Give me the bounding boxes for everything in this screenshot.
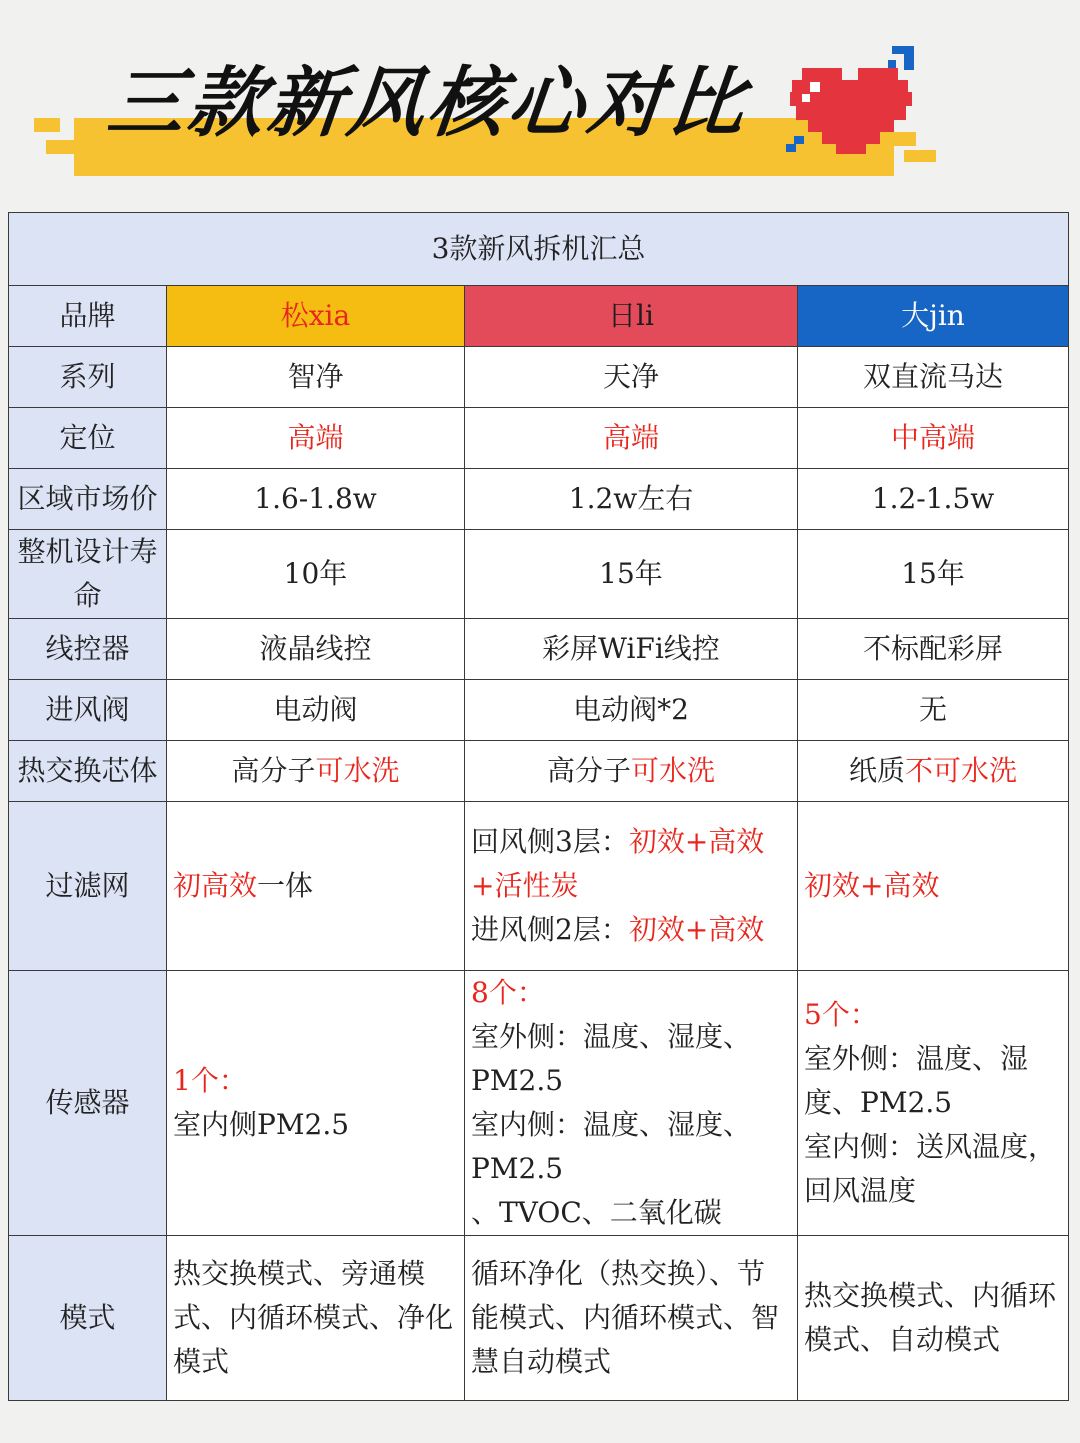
brand-3: 大jin bbox=[798, 286, 1069, 347]
sensor-detail: 室外侧：温度、湿度、PM2.5 bbox=[804, 1042, 1029, 1119]
row-label: 线控器 bbox=[9, 619, 167, 680]
sensor-detail: 、TVOC、二氧化碳 bbox=[471, 1196, 722, 1229]
pixel-heart-arrow-icon bbox=[780, 38, 930, 168]
table-cell: 无 bbox=[798, 680, 1069, 741]
row-label: 传感器 bbox=[9, 971, 167, 1236]
pixel-decoration bbox=[46, 140, 74, 154]
table-row-sensor bbox=[9, 971, 1069, 1236]
sensor-count: 1个： bbox=[173, 1064, 247, 1097]
table-cell: 中高端 bbox=[798, 408, 1069, 469]
row-label: 过滤网 bbox=[9, 802, 167, 971]
table-cell: 智净 bbox=[167, 347, 465, 408]
table-cell: 1.2-1.5w bbox=[798, 469, 1069, 530]
sensor-detail: 室外侧：温度、湿度、PM2.5 bbox=[471, 1020, 752, 1097]
row-label: 系列 bbox=[9, 347, 167, 408]
table-cell: 电动阀*2 bbox=[465, 680, 798, 741]
sensor-detail: 室内侧：送风温度，回风温度 bbox=[804, 1130, 1057, 1207]
row-label: 热交换芯体 bbox=[9, 741, 167, 802]
table-header: 3款新风拆机汇总 bbox=[9, 213, 1069, 286]
filter-layers: 初效+高效 bbox=[628, 913, 765, 946]
table-cell: 1.2w左右 bbox=[465, 469, 798, 530]
table-cell: 高端 bbox=[167, 408, 465, 469]
banner bbox=[0, 0, 1080, 200]
table-row-valve bbox=[9, 680, 1069, 741]
filter-side-label: 回风侧3层： bbox=[471, 825, 629, 858]
table-cell: 液晶线控 bbox=[167, 619, 465, 680]
table-cell bbox=[465, 741, 798, 802]
table-cell: 彩屏WiFi线控 bbox=[465, 619, 798, 680]
table-row-position bbox=[9, 408, 1069, 469]
table-cell: 1.6-1.8w bbox=[167, 469, 465, 530]
sensor-detail: 室内侧PM2.5 bbox=[173, 1108, 350, 1141]
core-washable: 不可水洗 bbox=[905, 754, 1018, 787]
sensor-count: 8个： bbox=[471, 976, 545, 1009]
filter-layers: 初效+高效+活性炭 bbox=[471, 825, 765, 902]
filter-type: 初高效 bbox=[173, 869, 258, 902]
brand-2: 日li bbox=[465, 286, 798, 347]
filter-note: 一体 bbox=[257, 869, 314, 902]
table-cell bbox=[465, 971, 798, 1236]
table-row-series bbox=[9, 347, 1069, 408]
table-cell bbox=[167, 971, 465, 1236]
table-cell: 不标配彩屏 bbox=[798, 619, 1069, 680]
core-material: 高分子 bbox=[231, 754, 316, 787]
comparison-table bbox=[8, 212, 1068, 1401]
sensor-detail: 室内侧：温度、湿度、PM2.5 bbox=[471, 1108, 752, 1185]
table-cell bbox=[167, 741, 465, 802]
table-row-price bbox=[9, 469, 1069, 530]
table-cell: 热交换模式、旁通模式、内循环模式、净化模式 bbox=[167, 1236, 465, 1401]
row-label: 品牌 bbox=[9, 286, 167, 347]
table-cell: 电动阀 bbox=[167, 680, 465, 741]
sensor-count: 5个： bbox=[804, 998, 878, 1031]
filter-side-label: 进风侧2层： bbox=[471, 913, 629, 946]
page-title: 三款新风核心对比 bbox=[103, 58, 753, 147]
table-cell: 天净 bbox=[465, 347, 798, 408]
table-cell bbox=[465, 802, 798, 971]
table-row-lifespan bbox=[9, 530, 1069, 619]
brand-1: 松xia bbox=[167, 286, 465, 347]
table-row-filter bbox=[9, 802, 1069, 971]
row-label: 进风阀 bbox=[9, 680, 167, 741]
table-row-mode bbox=[9, 1236, 1069, 1401]
table-row-core bbox=[9, 741, 1069, 802]
table-cell bbox=[798, 741, 1069, 802]
core-material: 高分子 bbox=[546, 754, 631, 787]
table-cell bbox=[798, 971, 1069, 1236]
table-cell: 高端 bbox=[465, 408, 798, 469]
table-cell: 15年 bbox=[798, 530, 1069, 619]
core-washable: 可水洗 bbox=[631, 754, 716, 787]
row-label: 模式 bbox=[9, 1236, 167, 1401]
core-washable: 可水洗 bbox=[315, 754, 400, 787]
pixel-decoration bbox=[34, 118, 60, 132]
table-cell: 循环净化（热交换）、节能模式、内循环模式、智慧自动模式 bbox=[465, 1236, 798, 1401]
table-row-controller bbox=[9, 619, 1069, 680]
row-label: 整机设计寿命 bbox=[9, 530, 167, 619]
row-label: 定位 bbox=[9, 408, 167, 469]
table-cell bbox=[167, 802, 465, 971]
core-material: 纸质 bbox=[848, 754, 905, 787]
table-cell: 热交换模式、内循环模式、自动模式 bbox=[798, 1236, 1069, 1401]
table-cell: 15年 bbox=[465, 530, 798, 619]
table-row-brand bbox=[9, 286, 1069, 347]
row-label: 区域市场价 bbox=[9, 469, 167, 530]
table-cell: 初效+高效 bbox=[798, 802, 1069, 971]
table-cell: 10年 bbox=[167, 530, 465, 619]
table-cell: 双直流马达 bbox=[798, 347, 1069, 408]
